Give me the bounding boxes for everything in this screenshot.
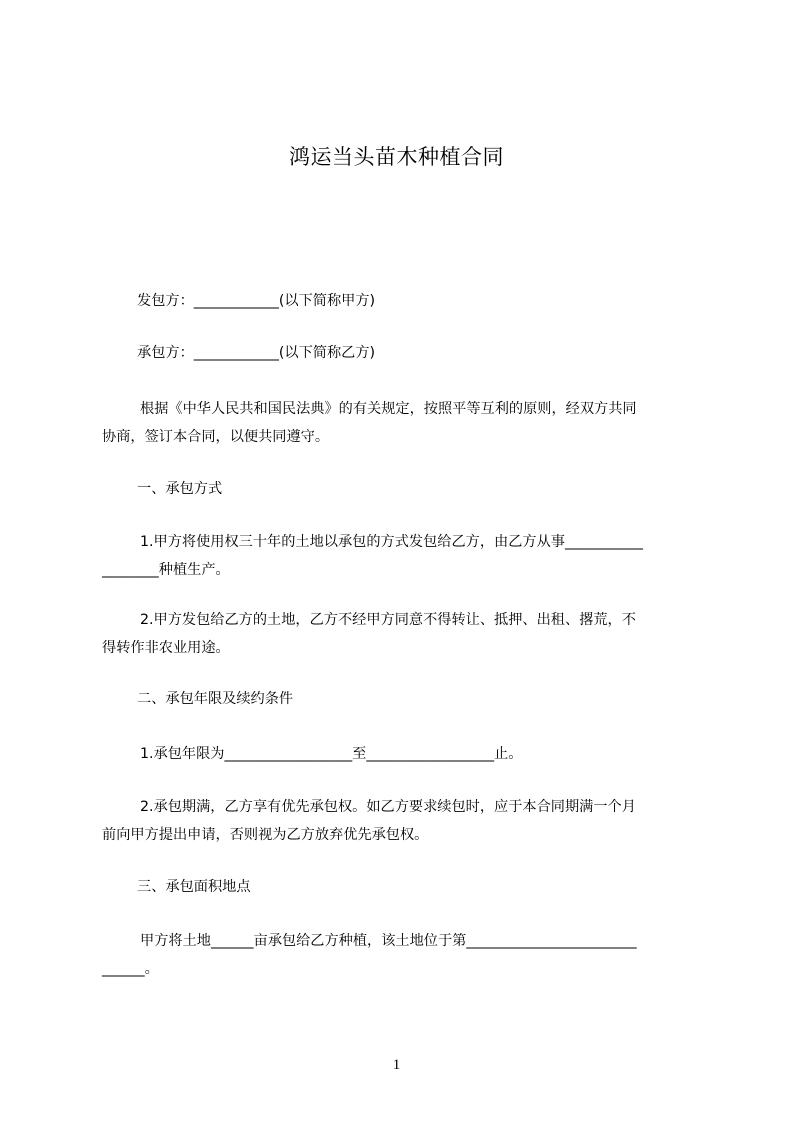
clause-3-1-line-2: ______。 (102, 961, 159, 977)
section-heading-3: 三、承包面积地点 (137, 879, 251, 895)
section-heading-2: 二、承包年限及续约条件 (137, 691, 294, 707)
party-a-line: 发包方：____________(以下简称甲方) (137, 293, 376, 309)
clause-1-2-line-1: 2.甲方发包给乙方的土地，乙方不经甲方同意不得转让、抵押、出租、撂荒，不 (140, 612, 636, 628)
clause-3-1-line-1: 甲方将土地______亩承包给乙方种植，该土地位于第________________________ (140, 933, 637, 949)
preamble-line-1: 根据《中华人民共和国民法典》的有关规定，按照平等互利的原则，经双方共同 (140, 401, 637, 417)
party-b-line: 承包方：____________(以下简称乙方) (137, 345, 376, 361)
clause-2-2-line-1: 2.承包期满，乙方享有优先承包权。如乙方要求续包时，应于本合同期满一个月 (140, 799, 636, 815)
clause-1-1-line-1: 1.甲方将使用权三十年的土地以承包的方式发包给乙方，由乙方从事___________ (140, 534, 644, 550)
clause-1-2-line-2: 得转作非农业用途。 (102, 640, 230, 656)
section-heading-1: 一、承包方式 (137, 481, 223, 497)
document-title: 鸿运当头苗木种植合同 (289, 145, 504, 169)
clause-2-2-line-2: 前向甲方提出申请，否则视为乙方放弃优先承包权。 (102, 827, 429, 843)
preamble-line-2: 协商，签订本合同，以便共同遵守。 (102, 429, 330, 445)
clause-1-1-line-2: ________种植生产。 (102, 562, 230, 578)
page-number: 1 (392, 1057, 401, 1073)
clause-2-1-line-1: 1.承包年限为__________________至__________________止。 (140, 746, 523, 762)
